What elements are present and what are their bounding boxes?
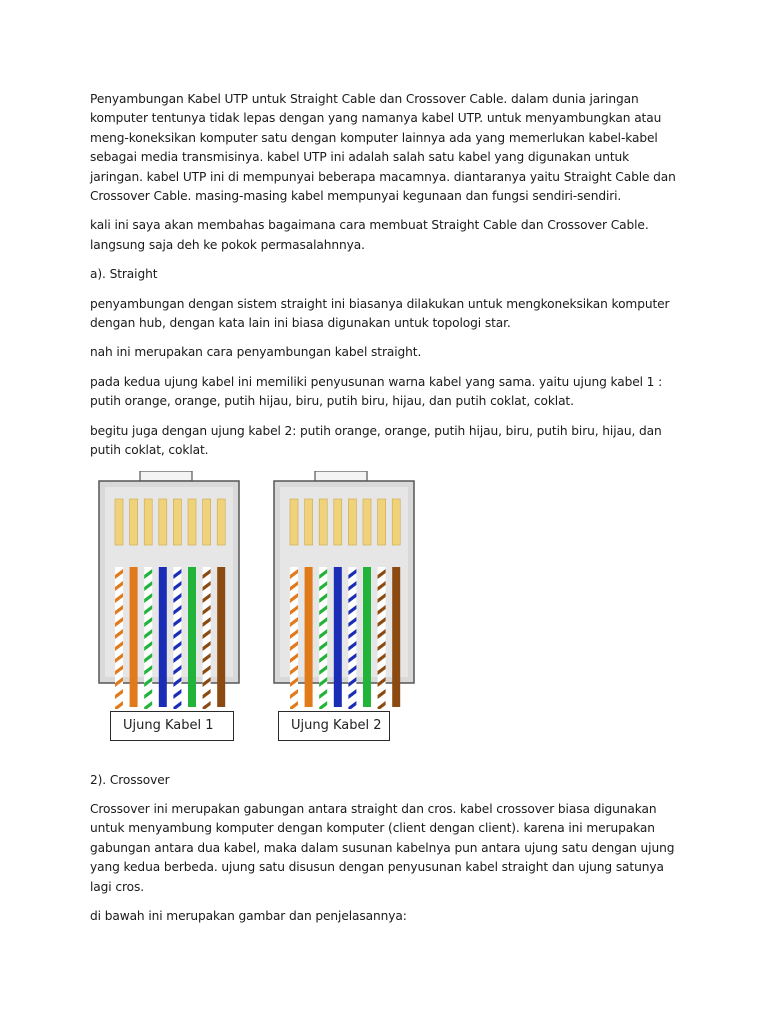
wire-putih-biru: [348, 567, 356, 709]
cable-end-1-order: pada kedua ujung kabel ini memiliki penyusunan warna kabel yang sama. yaitu ujung kabel 1 : putih orange, orange, putih hijau, biru, putih biru, hijau, dan putih coklat, coklat.: [90, 374, 663, 409]
wire-biru: [334, 567, 342, 707]
wire-hijau: [363, 567, 371, 707]
purpose-paragraph: kali ini saya akan membahas bagaimana cara membuat Straight Cable dan Crossover Cable. langsung saja deh ke pokok permasalahnnya.: [90, 218, 649, 252]
straight-cable-diagram: [90, 471, 680, 761]
straight-method-line: nah ini merupakan cara penyambungan kabel straight.: [90, 345, 422, 360]
rj45-connector-icon: [270, 471, 420, 709]
wire-putih-biru: [173, 567, 181, 709]
contact-pin: [392, 499, 400, 545]
rj45-connector-icon: [95, 471, 245, 709]
latch-tab: [315, 471, 367, 481]
wire-coklat: [217, 567, 225, 707]
wire-orange: [130, 567, 138, 707]
contact-pin: [334, 499, 342, 545]
contact-pin: [173, 499, 181, 545]
wire-putih-hijau: [144, 567, 152, 709]
contact-pin: [144, 499, 152, 545]
cable-end-label-1: [110, 711, 234, 741]
plug-inner: [280, 487, 408, 677]
rj45-plug-2: [270, 471, 420, 709]
section-heading-crossover: 2). Crossover: [90, 772, 170, 787]
section-heading-straight: a). Straight: [90, 267, 158, 282]
wire-putih-coklat: [378, 567, 386, 709]
wire-putih-coklat: [203, 567, 211, 709]
wire-hijau: [188, 567, 196, 707]
crossover-description: Crossover ini merupakan gabungan antara straight dan cros. kabel crossover biasa digunakan untuk menyambung komputer dengan komputer (client dengan client). karena ini merupakan gabungan antara dua kabel, maka dalam susunan kabelnya pun antara ujung satu dengan ujung yang kedua berbeda. ujung satu disusun dengan penyusunan kabel straight dan ujung satunya lagi cros.: [90, 801, 675, 894]
straight-description: penyambungan dengan sistem straight ini biasanya dilakukan untuk mengkoneksikan komputer dengan hub, dengan kata lain ini biasa digunakan untuk topologi star.: [90, 296, 670, 331]
latch-tab: [140, 471, 192, 481]
contact-pin: [115, 499, 123, 545]
contact-pin: [217, 499, 225, 545]
contact-pin: [305, 499, 313, 545]
wire-orange: [305, 567, 313, 707]
plug-inner: [105, 487, 233, 677]
cable-end-label-2: [278, 711, 390, 741]
contact-pin: [130, 499, 138, 545]
wire-putih-orange: [115, 567, 123, 709]
intro-paragraph: Penyambungan Kabel UTP untuk Straight Cable dan Crossover Cable. dalam dunia jaringan komputer tentunya tidak lepas dengan yang namanya kabel UTP. untuk menyambungkan atau meng-koneksikan komputer satu dengan komputer lainnya ada yang memerlukan kabel-kabel sebagai media transmisinya. kabel UTP ini adalah salah satu kabel yang digunakan untuk jaringan. kabel UTP ini di mempunyai beberapa macamnya. diantaranya yaitu Straight Cable dan Crossover Cable. masing-masing kabel mempunyai kegunaan dan fungsi sendiri-sendiri.: [90, 92, 676, 204]
contact-pin: [290, 499, 298, 545]
wire-putih-orange: [290, 567, 298, 709]
rj45-plug-1: [95, 471, 245, 709]
cable-end-2-order: begitu juga dengan ujung kabel 2: putih orange, orange, putih hijau, biru, putih biru, hijau, dan putih coklat, coklat.: [90, 423, 662, 458]
wire-coklat: [392, 567, 400, 707]
crossover-image-intro: di bawah ini merupakan gambar dan penjelasannya:: [90, 908, 407, 923]
label-text: Ujung Kabel 1: [123, 718, 214, 733]
wire-biru: [159, 567, 167, 707]
contact-pin: [159, 499, 167, 545]
contact-pin: [319, 499, 327, 545]
contact-pin: [188, 499, 196, 545]
wire-putih-hijau: [319, 567, 327, 709]
contact-pin: [203, 499, 211, 545]
contact-pin: [363, 499, 371, 545]
document-page: [90, 90, 680, 936]
contact-pin: [348, 499, 356, 545]
label-text: Ujung Kabel 2: [291, 718, 382, 733]
contact-pin: [378, 499, 386, 545]
